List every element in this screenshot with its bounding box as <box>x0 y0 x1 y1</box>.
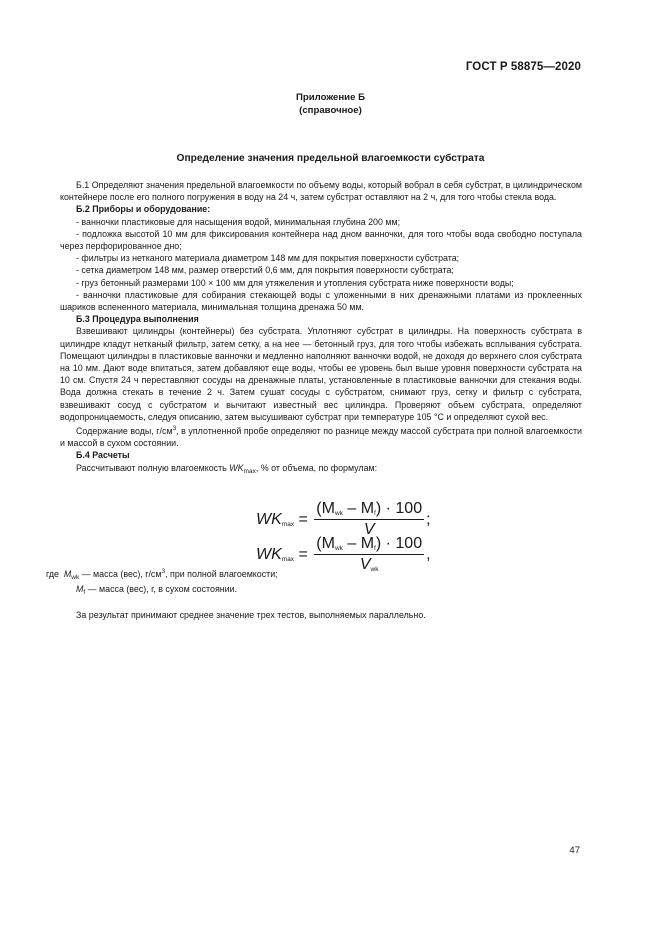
paragraph-b1: Б.1 Определяют значения предельной влагоемкости по объему воды, который вобрал в себя субстрат, в цилиндрическом контейнере после его полного погружения в воду на 24 ч, затем субстрат оставляют на 2 ч, для того чтобы стекла вода. <box>60 180 582 203</box>
appendix-title: Приложение Б <box>296 92 365 103</box>
legend-m-wk: где $M_{wk}$ — масса (вес), $г/см^3$, при полной влагоемкости; <box>46 568 278 581</box>
list-item: - фильтры из нетканого материала диаметром 148 мм для покрытия поверхности субстрата; <box>76 253 460 264</box>
list-item: - груз бетонный размерами 100 × 100 мм для утяжеления и утопления субстрата ниже поверхности воды; <box>76 277 514 288</box>
list-item: - подложка высотой 10 мм для фиксирования контейнера над дном ванночки, для того чтобы вода свободно поступала через перфорированное дно; <box>60 228 582 252</box>
legend-m-f: $M_f$ — масса (вес), г, в сухом состоянии. <box>76 584 238 596</box>
paragraph-b3: Взвешивают цилиндры (контейнеры) без субстрата. Уплотняют субстрат в цилиндры. На поверхность субстрата в цилиндре кладут нетканый фильтр, затем сетку, а на нее — бетонный груз, для того чтобы избежать всплывания субстрата. Помещают цилиндры в пластиковые ванночки и медленно наполняют ванночки водой, не доходя до верхнего слоя субстрата на 10 мм. Дают воде впитаться, затем добавляют еще воды, чтобы ее уровень был выше уровня поверхности субстрата на 10 см. Спустя 24 ч переставляют сосуды на дренажные платы, установленные в пластиковые ванночки для стекания воды. Вода должна стекать в течение 2 ч. Затем сушат сосуды с субстратом, снимают груз, сетку и фильтр с субстрата, взвешивают сосуд с субстратом и вычитают известный вес цилиндра. Проверяют объем субстрата, определяют водопроницаемость, следуя описанию, затем высушивают субстрат при температуре 105 °С и определяют сухой вес. <box>60 326 582 422</box>
appendix-heading <box>0 91 661 117</box>
paragraph-b4: Рассчитывают полную влагоемкость $WK_{max}$, % от объема, по формулам: <box>76 462 378 475</box>
paragraph-water-content: Содержание воды, $г/см^3$, в уплотненной пробе определяют по разнице между массой субстрата при полной влагоемкости и массой в сухом состоянии. <box>60 425 582 449</box>
heading-b2: Б.2 Приборы и оборудование: <box>76 204 211 215</box>
list-item: - ванночки пластиковые для насыщения водой, минимальная глубина 200 мм; <box>76 216 401 227</box>
body-text <box>60 179 582 478</box>
heading-b3: Б.3 Процедура выполнения <box>76 314 199 325</box>
heading-b4: Б.4 Расчеты <box>76 450 130 461</box>
list-item: - сетка диаметром 148 мм, размер отверстий 0,6 мм, для покрытия поверхности субстрата; <box>76 265 454 276</box>
standard-code: ГОСТ Р 58875—2020 <box>465 61 581 73</box>
formula-wk-volume: $WK_{max}$ = $\frac{(M_{wk} - M_f) \cdot 100}{V_{wk}}$ , <box>256 535 431 573</box>
list-item: - ванночки пластиковые для собирания стекающей воды с уложенными в них дренажными платами из проклеенных шариков вспененного материала, минимальная толщина дренажа 50 мм. <box>60 289 582 313</box>
formula-volume: $WK_{max}$ = $\frac{(M_{wk} - M_f) \cdot 100}{V}$ ; <box>256 500 431 538</box>
appendix-subtitle: (справочное) <box>299 105 362 116</box>
result-statement: За результат принимают среднее значение трех тестов, выполняемых параллельно. <box>76 610 426 620</box>
page-number: 47 <box>569 845 580 856</box>
section-title: Определение значения предельной влагоемкости субстрата <box>176 153 485 164</box>
